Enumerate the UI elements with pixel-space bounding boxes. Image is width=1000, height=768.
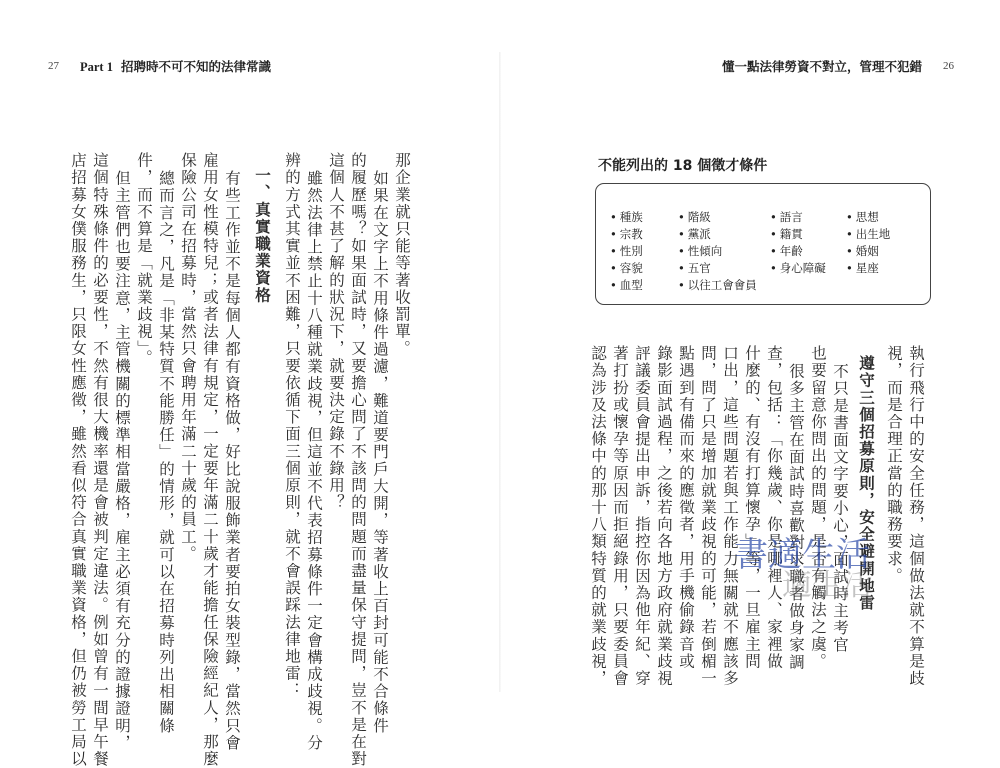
condition-item: • 黨派 [678, 226, 711, 242]
right-column-2: 視，而是合理正當的職務要求。 [885, 345, 903, 585]
right-column-6: 很多主管在面試時喜歡對求職者做身家調 [787, 363, 805, 671]
watermark-logo: 書適生活 [734, 535, 870, 575]
left-column-6: 辨的方式其實並不困難，只要依循下面三個原則，就不會誤踩法律地雷： [283, 152, 301, 700]
right-column-11: 點遇到有備而來的應徵者，用手機偷錄音或 [677, 345, 695, 670]
condition-item: • 思想 [846, 209, 879, 225]
condition-item: • 語言 [770, 209, 803, 225]
section-heading-real-qualification: 一、真實職業資格 [253, 167, 271, 304]
condition-item: • 婚姻 [846, 243, 879, 259]
left-column-5: 雖然法律上禁止十八種就業歧視，但這並不代表招募條件一定會構成歧視。分 [305, 170, 323, 752]
right-column-7: 查，包括：「你幾歲、你是哪裡人、家裡做 [765, 345, 783, 670]
condition-item: • 宗教 [610, 226, 643, 242]
right-column-9: 口出，這些問題若與工作能力無關就不應該多 [721, 345, 739, 687]
right-column-5: 也要留意你問出的問題，是否有觸法之虞。 [809, 345, 827, 670]
part-label: Part 1 [80, 60, 113, 74]
left-column-11: 總而言之，凡是「非某特質不能勝任」的情形，就可以在招募時列出相關條 [157, 170, 175, 735]
left-column-4: 這個人不甚了解的狀況下，就要決定錄不錄用？ [327, 152, 345, 512]
condition-item: • 以往工會會員 [678, 277, 757, 293]
left-page-number: 27 [48, 60, 59, 72]
condition-item: • 五官 [678, 260, 711, 276]
left-column-1: 那企業就只能等著收罰單。 [393, 152, 411, 358]
section-heading-three-principles: 遵守三個招募原則，安全避開地雷 [857, 355, 875, 612]
left-column-3: 的履歷嗎？如果面試時，又要擔心問了不該問的問題而盡量保守提問，豈不是在對 [349, 152, 367, 768]
left-column-13: 但主管們也要注意，主管機關的標準相當嚴格，雇主必須有充分的證據證明， [113, 170, 131, 752]
right-column-8: 什麼的、有沒有打算懷孕」等，一旦雇主問 [743, 345, 761, 670]
right-column-13: 評議委員會提出申訴，指控你因為他年紀、穿 [633, 345, 651, 687]
left-column-12: 件，而不算是「就業歧視」。 [135, 152, 153, 367]
left-column-9: 雇用女性模特兒；或者法律有規定，一定要年滿二十歲才能擔任保險經紀人，那麼 [201, 152, 219, 768]
left-column-15: 店招募女僕服務生，只限女性應徵，雖然看似符合真實職業資格，但仍被勞工局以 [69, 152, 87, 768]
left-column-10: 保險公司在招募時，當然只會聘用年滿二十歲的員工。 [179, 152, 197, 563]
condition-item: • 性別 [610, 243, 643, 259]
right-column-4: 不只是書面文字要小心，面試時主考官 [831, 363, 849, 654]
condition-item: • 種族 [610, 209, 643, 225]
right-column-10: 問，問了只是增加就業歧視的可能，若倒楣一 [699, 345, 717, 687]
chapter-title: 招聘時不可不知的法律常識 [120, 59, 271, 74]
conditions-box-title: 不能列出的 18 個徵才條件 [598, 158, 768, 174]
condition-item: • 年齡 [770, 243, 803, 259]
watermark-shadow: 適生活 [782, 568, 872, 603]
left-column-8: 有些工作並不是每個人都有資格做，好比說服飾業者要拍女裝型錄，當然只會 [223, 170, 241, 752]
condition-item: • 星座 [846, 260, 879, 276]
prohibited-conditions-box [595, 183, 931, 305]
condition-item: • 籍貫 [770, 226, 803, 242]
right-page-number: 26 [943, 60, 954, 72]
right-column-15: 認為涉及法條中的那十八類特質的就業歧視， [589, 345, 607, 687]
right-running-header: 懂一點法律勞資不對立，管理不犯錯 [722, 59, 923, 74]
condition-item: • 出生地 [846, 226, 890, 242]
right-column-12: 錄影面試過程，之後若向各地方政府就業歧視 [655, 345, 673, 687]
book-gutter [499, 52, 501, 692]
condition-item: • 性傾向 [678, 243, 722, 259]
condition-item: • 血型 [610, 277, 643, 293]
condition-item: • 身心障礙 [770, 260, 826, 276]
left-column-2: 如果在文字上不用條件過濾，難道要門戶大開，等著收上百封可能不合條件 [371, 170, 389, 735]
left-column-14: 這個特殊條件的必要性，不然有很大機率還是會被判定違法。例如曾有一間早午餐 [91, 152, 109, 768]
left-running-header [80, 57, 271, 75]
right-column-1: 執行飛行中的安全任務，這個做法就不算是歧 [907, 345, 925, 687]
condition-item: • 階級 [678, 209, 711, 225]
right-column-14: 著打扮或懷孕等原因而拒絕錄用，只要委員會 [611, 345, 629, 687]
condition-item: • 容貌 [610, 260, 643, 276]
